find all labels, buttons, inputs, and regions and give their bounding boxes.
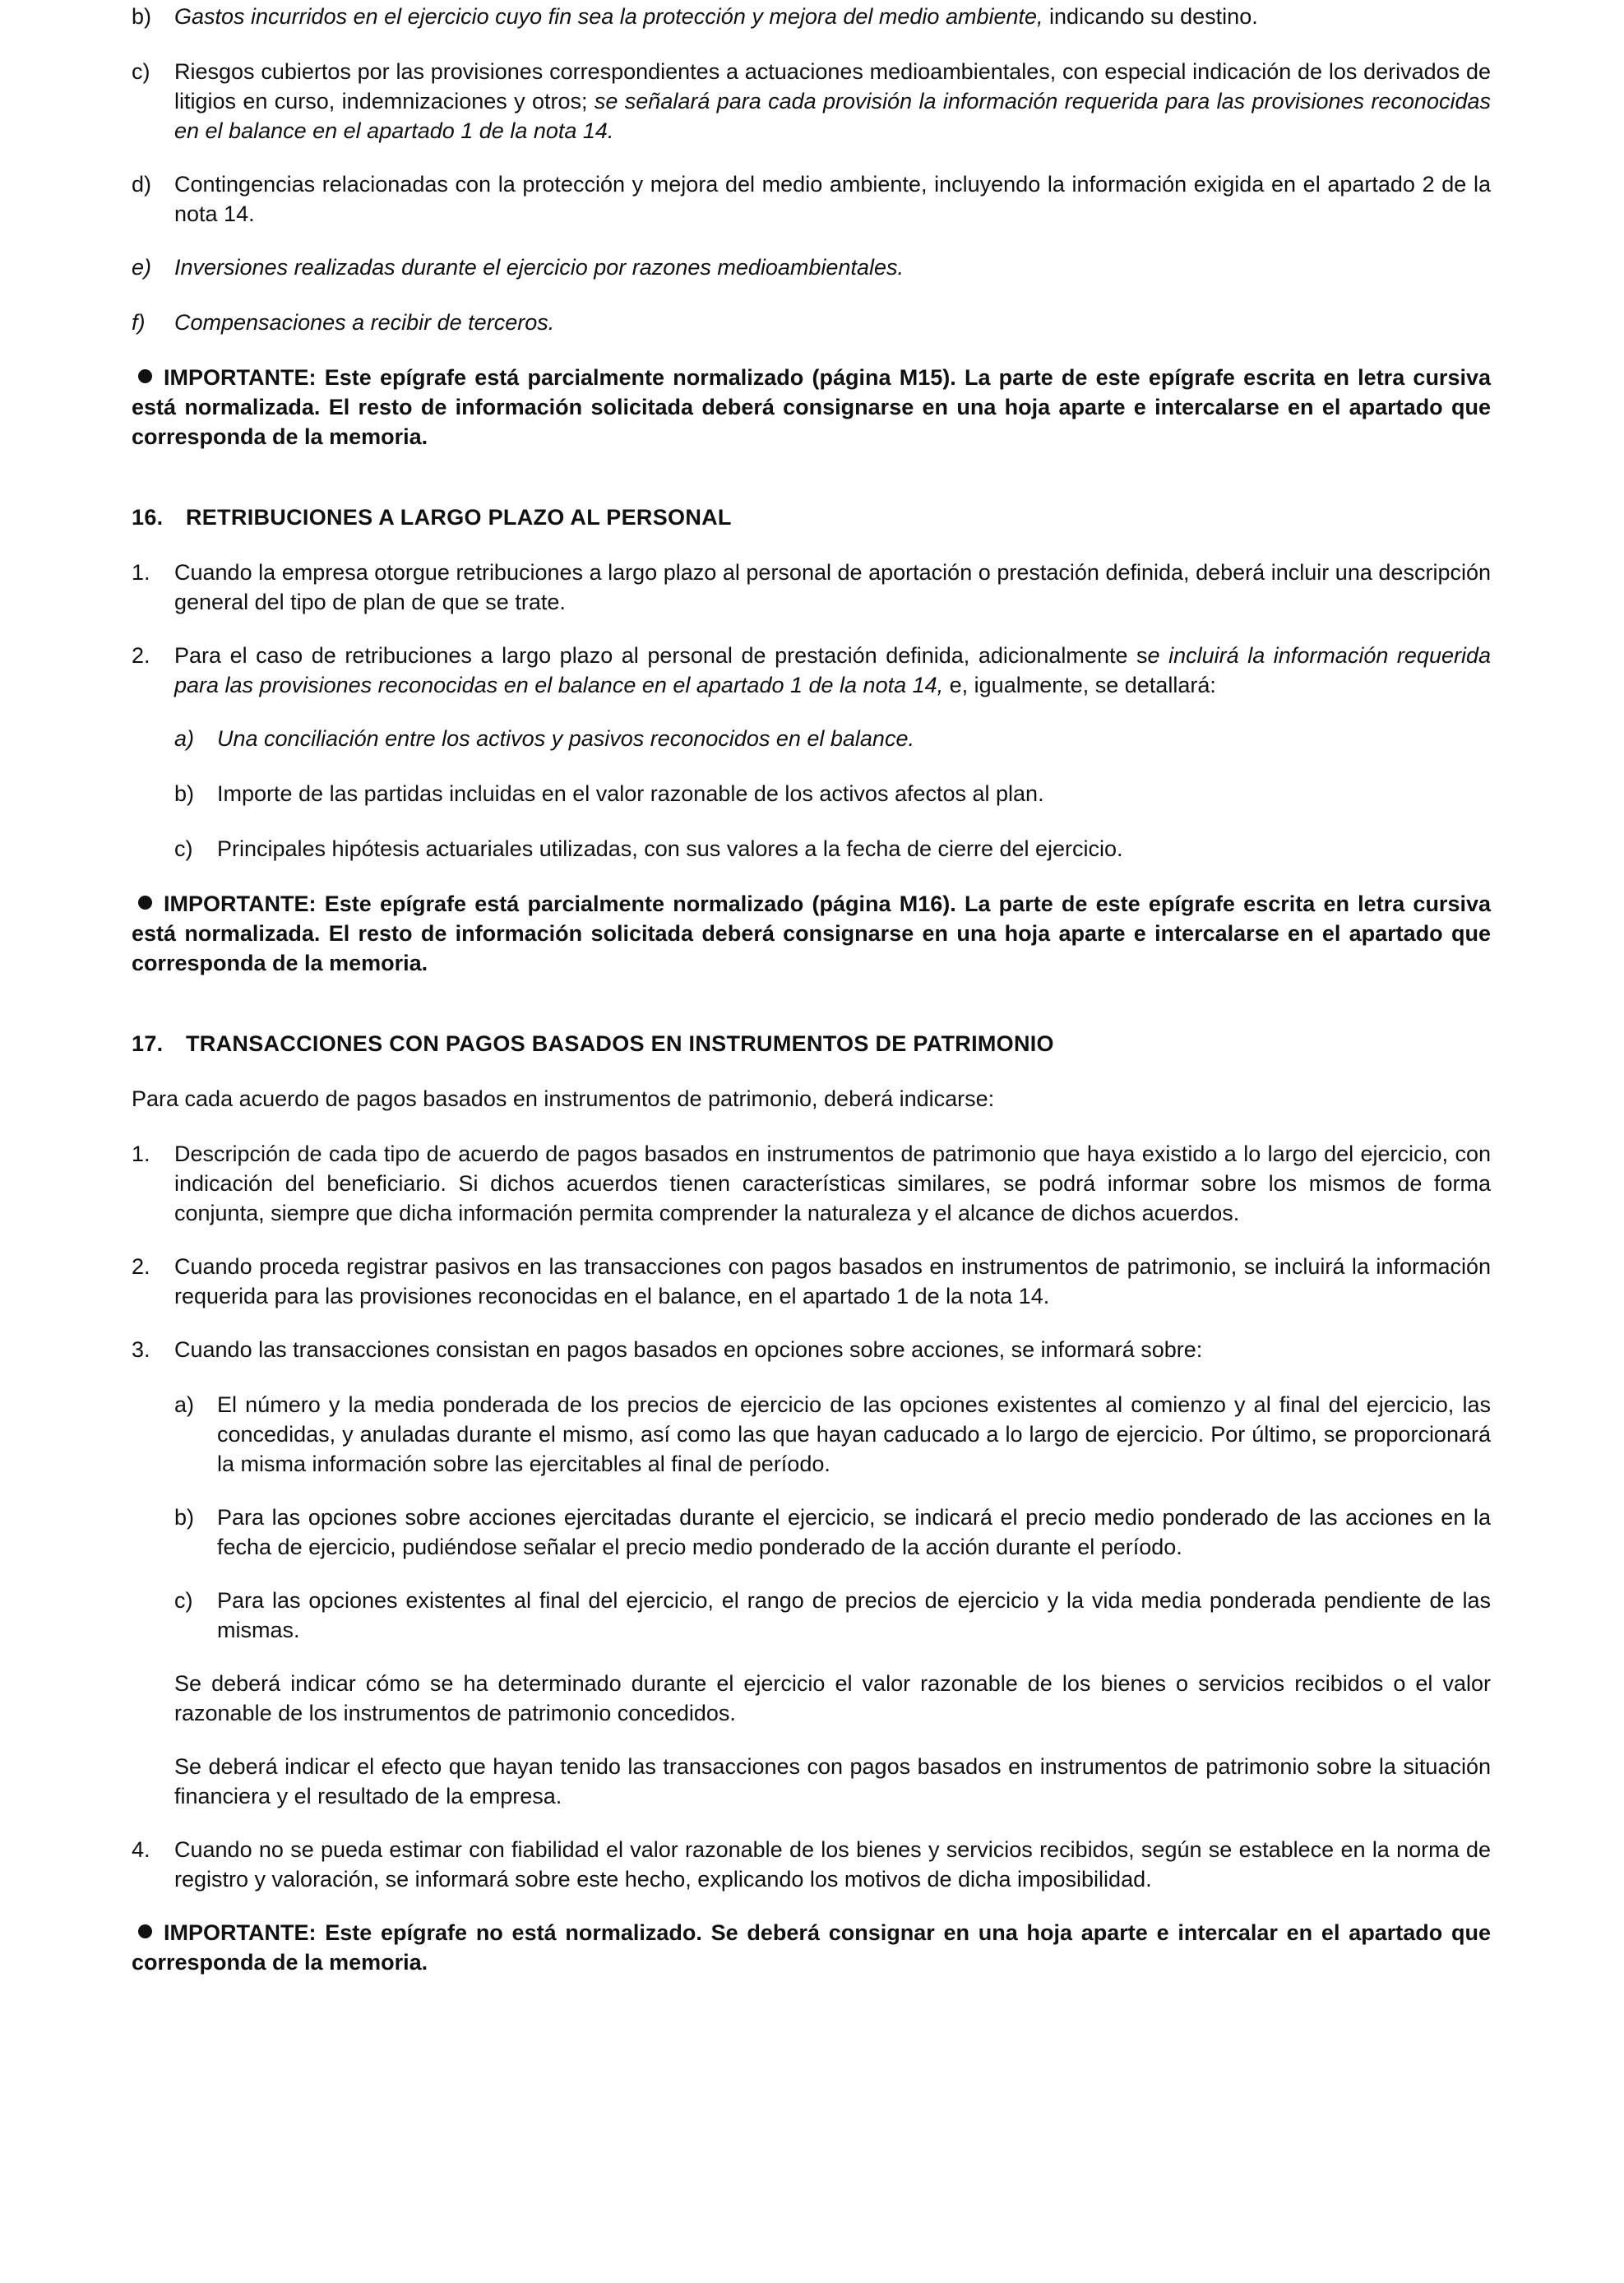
item-text: Cuando las transacciones consistan en pagos basados en opciones sobre acciones, se informará sobre: (174, 1337, 1203, 1362)
item-text-italic: e incluirá la información requerida para las provisiones reconocidas en el balance en el apartado 1 de la nota 14, (174, 643, 1491, 697)
item-label: d) (132, 172, 152, 197)
item-text-italic: se señalará para cada provisión la información requerida para las provisiones reconocidas en el balance en el apartado 1 de la nota 14. (174, 89, 1491, 143)
item-label: 2. (132, 1254, 150, 1279)
subitem-text: Para las opciones sobre acciones ejercitadas durante el ejercicio, se indicará el precio medio ponderado de las acciones en la fecha de ejercicio, pudiéndose señalar el precio medio ponderado de la acción durante el período. (217, 1505, 1491, 1559)
s16-subitem-c (174, 834, 1491, 864)
s17-subitem-b (174, 1503, 1491, 1562)
subitem-text: Importe de las partidas incluidas en el valor razonable de los activos afectos al plan. (217, 781, 1044, 806)
s17-subitem-c (174, 1586, 1491, 1645)
item-label: 2. (132, 643, 150, 668)
subitem-label: c) (174, 1588, 193, 1613)
item-text-italic: Inversiones realizadas durante el ejercicio por razones medioambientales. (174, 255, 904, 280)
subitem-text-italic: Una conciliación entre los activos y pasivos reconocidos en el balance. (217, 726, 914, 751)
heading-title: RETRIBUCIONES A LARGO PLAZO AL PERSONAL (186, 505, 732, 530)
s17-intro: Para cada acuerdo de pagos basados en instrumentos de patrimonio, deberá indicarse: (132, 1086, 995, 1111)
note-text: IMPORTANTE: Este epígrafe está parcialmente normalizado (página M16). La parte de este epígrafe escrita en letra cursiva está normalizada. El resto de información solicitada deberá consignarse en una hoja aparte e intercalarse en el apartado que corresponda de la memoria. (132, 891, 1491, 975)
item-label: c) (132, 59, 150, 84)
s15-item-b (132, 2, 1491, 31)
item-text: Cuando no se pueda estimar con fiabilidad el valor razonable de los bienes y servicios recibidos, según se establece en la norma de registro y valoración, se informará sobre este hecho, explicando los motivos de dicha imposibilidad. (174, 1837, 1491, 1892)
s16-item-2 (132, 641, 1491, 700)
s15-item-d (132, 169, 1491, 229)
s16-item-1 (132, 558, 1491, 617)
item-label: 1. (132, 560, 150, 585)
s17-item-3 (132, 1335, 1491, 1364)
item-text: Para el caso de retribuciones a largo plazo al personal de prestación definida, adicionalmente s (174, 643, 1148, 668)
item-label: 3. (132, 1337, 150, 1362)
item-text: e, igualmente, se detallará: (943, 673, 1216, 697)
s17-item-4 (132, 1835, 1491, 1894)
item-text-italic: Gastos incurridos en el ejercicio cuyo fin sea la protección y mejora del medio ambiente, (174, 4, 1043, 29)
s16-subitem-b (174, 779, 1491, 808)
s15-item-e (132, 252, 1491, 282)
item-text: Descripción de cada tipo de acuerdo de pagos basados en instrumentos de patrimonio que haya existido a lo largo del ejercicio, con indicación del beneficiario. Si dichos acuerdos tienen características similares, se podrá informar sobre los mismos de forma conjunta, siempre que dicha información permita comprender la naturaleza y el alcance de dichos acuerdos. (174, 1142, 1491, 1225)
heading-number: 17. (132, 1031, 164, 1056)
item-text-italic: Compensaciones a recibir de terceros. (174, 310, 555, 335)
subitem-label: b) (174, 781, 195, 806)
s17-paragraph-1: Se deberá indicar cómo se ha determinado durante el ejercicio el valor razonable de los bienes o servicios recibidos o el valor razonable de los instrumentos de patrimonio concedidos. (174, 1671, 1491, 1725)
heading-number: 16. (132, 505, 164, 530)
note-text: IMPORTANTE: Este epígrafe está parcialmente normalizado (página M15). La parte de este epígrafe escrita en letra cursiva está normalizada. El resto de información solicitada deberá consignarse en una hoja aparte e intercalarse en el apartado que corresponda de la memoria. (132, 365, 1491, 449)
bullet-icon (138, 896, 152, 910)
section-heading-17 (132, 1029, 1054, 1058)
subitem-text: Principales hipótesis actuariales utilizadas, con sus valores a la fecha de cierre del ejercicio. (217, 836, 1123, 861)
bullet-icon (138, 1924, 152, 1938)
note-text: IMPORTANTE: Este epígrafe no está normalizado. Se deberá consignar en una hoja aparte e intercalar en el apartado que corresponda de la memoria. (132, 1920, 1491, 1975)
s17-subitem-a (174, 1390, 1491, 1479)
s17-item-2 (132, 1252, 1491, 1311)
section-heading-16 (132, 502, 732, 532)
item-label: f) (132, 310, 146, 335)
s15-item-f (132, 308, 1491, 337)
item-text: Cuando proceda registrar pasivos en las transacciones con pagos basados en instrumentos de patrimonio, se incluirá la información requerida para las provisiones reconocidas en el balance, en el apartado 1 de la nota 14. (174, 1254, 1491, 1308)
item-text: Cuando la empresa otorgue retribuciones a largo plazo al personal de aportación o prestación definida, deberá incluir una descripción general del tipo de plan de que se trate. (174, 560, 1491, 614)
subitem-label: a) (174, 1392, 195, 1417)
subitem-label: c) (174, 836, 193, 861)
s17-paragraph-2: Se deberá indicar el efecto que hayan tenido las transacciones con pagos basados en instrumentos de patrimonio sobre la situación financiera y el resultado de la empresa. (174, 1754, 1491, 1808)
item-text: Riesgos cubiertos por las provisiones correspondientes a actuaciones medioambientales, con especial indicación de los derivados de litigios en curso, indemnizaciones y otros; (174, 59, 1491, 113)
subitem-text: El número y la media ponderada de los precios de ejercicio de las opciones existentes al comienzo y al final del ejercicio, las concedidas, y anuladas durante el mismo, así como las que hayan caducado a lo largo de ejercicio. Por último, se proporcionará la misma información sobre las ejercitables al final de período. (217, 1392, 1491, 1476)
s15-item-c (132, 57, 1491, 146)
item-text: indicando su destino. (1043, 4, 1258, 29)
heading-title: TRANSACCIONES CON PAGOS BASADOS EN INSTRUMENTOS DE PATRIMONIO (186, 1031, 1054, 1056)
item-label: e) (132, 255, 152, 280)
item-label: 1. (132, 1142, 150, 1166)
s16-subitem-a (174, 724, 1491, 753)
subitem-label: b) (174, 1505, 195, 1530)
subitem-label: a) (174, 726, 195, 751)
s17-item-1 (132, 1139, 1491, 1228)
item-label: b) (132, 4, 152, 29)
bullet-icon (138, 369, 152, 383)
important-note-16 (132, 889, 1491, 978)
important-note-15 (132, 363, 1491, 452)
subitem-text: Para las opciones existentes al final del ejercicio, el rango de precios de ejercicio y la vida media ponderada pendiente de las mismas. (217, 1588, 1491, 1642)
important-note-17 (132, 1918, 1491, 1977)
item-text: Contingencias relacionadas con la protección y mejora del medio ambiente, incluyendo la información exigida en el apartado 2 de la nota 14. (174, 172, 1491, 226)
item-label: 4. (132, 1837, 150, 1862)
